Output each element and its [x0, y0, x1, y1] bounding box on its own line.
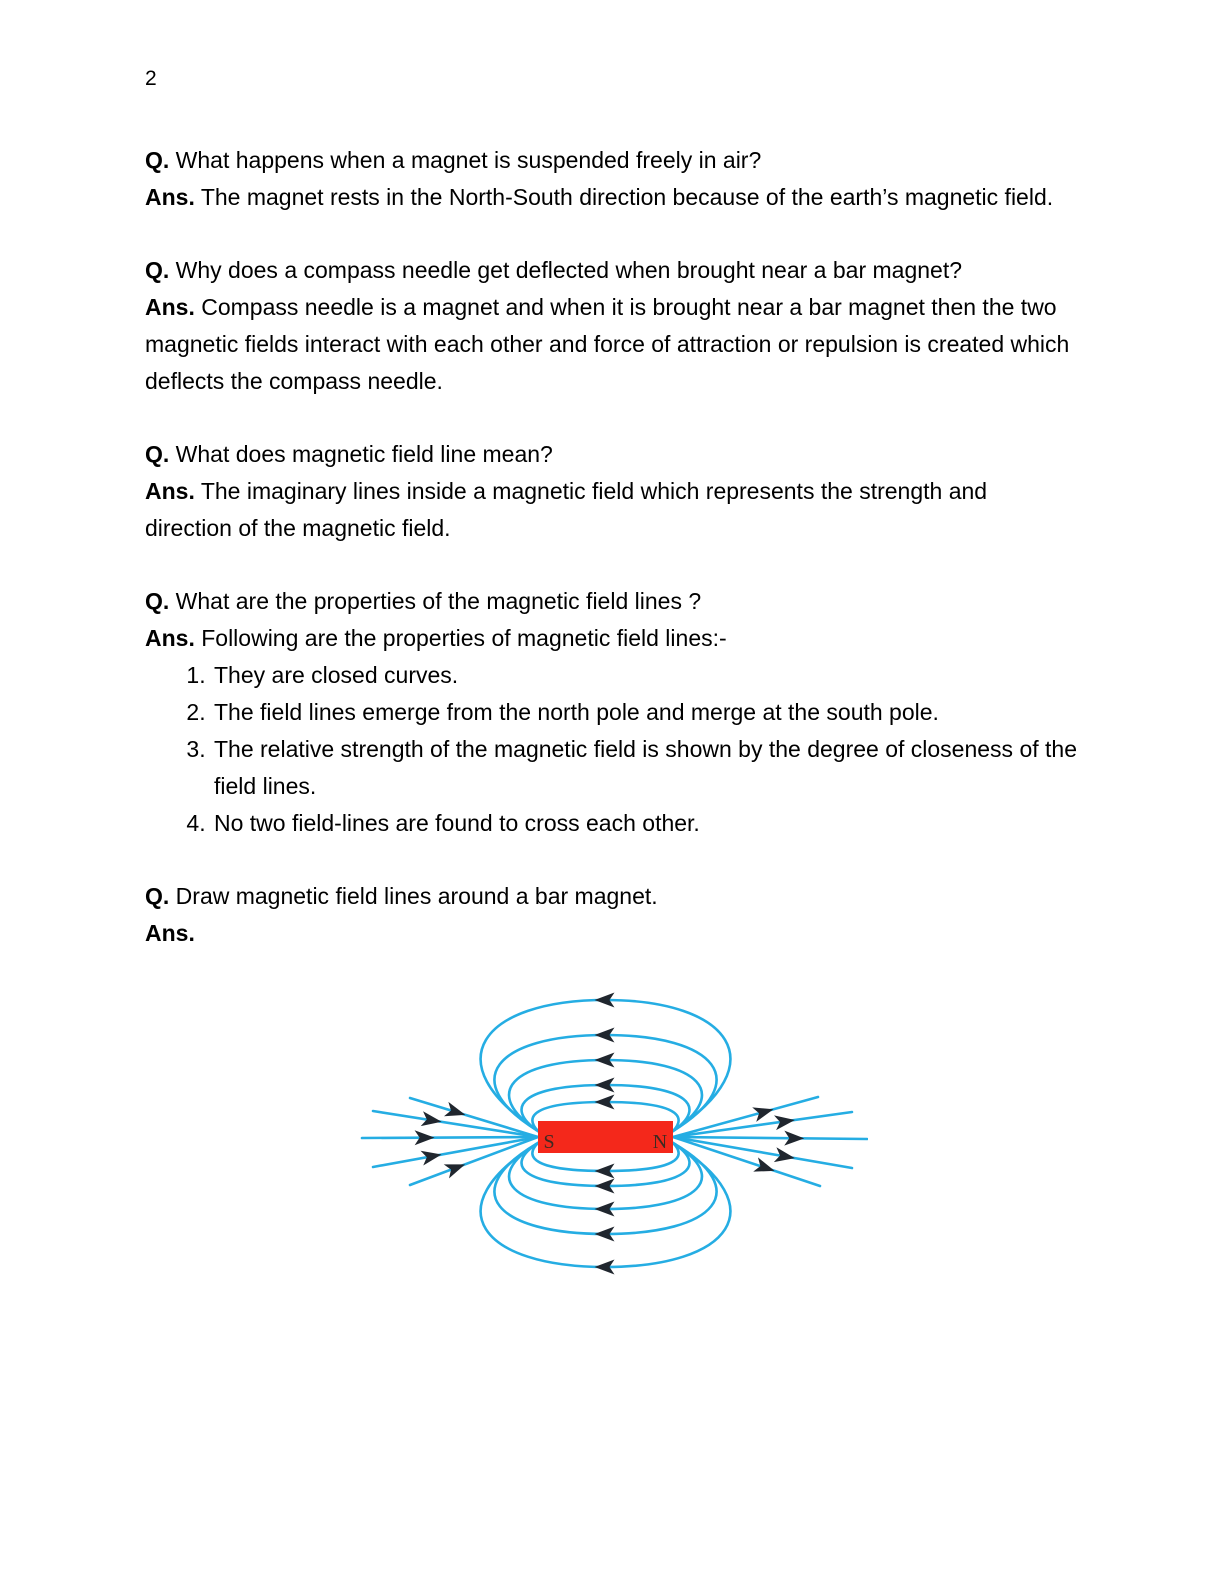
answer-prefix: Ans.	[145, 920, 195, 946]
list-item: 4. No two field-lines are found to cross each other.	[212, 805, 1078, 842]
field-lines-svg	[353, 988, 868, 1278]
properties-list	[145, 657, 1078, 842]
qa-block	[145, 583, 1078, 842]
answer-prefix: Ans.	[145, 294, 195, 320]
answer-text: Following are the properties of magnetic field lines:-	[194, 625, 727, 651]
arrowhead-icon	[444, 1157, 468, 1178]
bar-magnet-field-diagram	[353, 988, 868, 1278]
question-prefix: Q.	[145, 441, 170, 467]
answer-line	[145, 179, 1078, 216]
qa-block	[145, 436, 1078, 547]
list-item: 3. The relative strength of the magnetic field is shown by the degree of closeness of the field lines.	[212, 731, 1078, 805]
answer-text: Compass needle is a magnet and when it is brought near a bar magnet then the two magnetic fields interact with each other and force of attraction or repulsion is created which deflects the compass needle.	[145, 294, 1070, 394]
field-line	[362, 1137, 538, 1138]
question-text: Draw magnetic field lines around a bar magnet.	[169, 883, 658, 909]
question-prefix: Q.	[145, 257, 170, 283]
answer-prefix: Ans.	[145, 184, 195, 210]
question-text: Why does a compass needle get deflected when brought near a bar magnet?	[169, 257, 963, 283]
answer-line	[145, 620, 1078, 657]
field-line	[481, 1000, 731, 1131]
answer-line	[145, 915, 1078, 952]
question-prefix: Q.	[145, 588, 170, 614]
qa-block	[145, 142, 1078, 216]
answer-text: The imaginary lines inside a magnetic field which represents the strength and direction of the magnetic field.	[145, 478, 988, 541]
answer-line	[145, 473, 1078, 547]
question-line	[145, 436, 1078, 473]
answer-line	[145, 289, 1078, 400]
answer-text: The magnet rests in the North-South direction because of the earth’s magnetic field.	[194, 184, 1054, 210]
qa-block	[145, 252, 1078, 400]
question-text: What happens when a magnet is suspended freely in air?	[169, 147, 762, 173]
question-line	[145, 142, 1078, 179]
qa-container	[145, 142, 1078, 952]
arrowhead-icon	[421, 1147, 443, 1165]
field-line	[509, 1060, 702, 1131]
question-text: What are the properties of the magnetic field lines ?	[169, 588, 702, 614]
answer-prefix: Ans.	[145, 625, 195, 651]
list-item: 2. The field lines emerge from the north pole and merge at the south pole.	[212, 694, 1078, 731]
answer-prefix: Ans.	[145, 478, 195, 504]
question-line	[145, 583, 1078, 620]
page-number: 2	[145, 67, 157, 90]
qa-block	[145, 878, 1078, 952]
question-line	[145, 878, 1078, 915]
arrowhead-icon	[753, 1157, 777, 1178]
arrowhead-icon	[774, 1147, 796, 1165]
question-prefix: Q.	[145, 147, 170, 173]
question-text: What does magnetic field line mean?	[169, 441, 553, 467]
arrowhead-icon	[752, 1102, 775, 1122]
list-item: 1. They are closed curves.	[212, 657, 1078, 694]
question-prefix: Q.	[145, 883, 170, 909]
field-line	[673, 1137, 867, 1139]
south-pole-label: S	[543, 1131, 555, 1153]
arrowhead-icon	[444, 1102, 468, 1122]
question-line	[145, 252, 1078, 289]
north-pole-label: N	[652, 1131, 668, 1153]
